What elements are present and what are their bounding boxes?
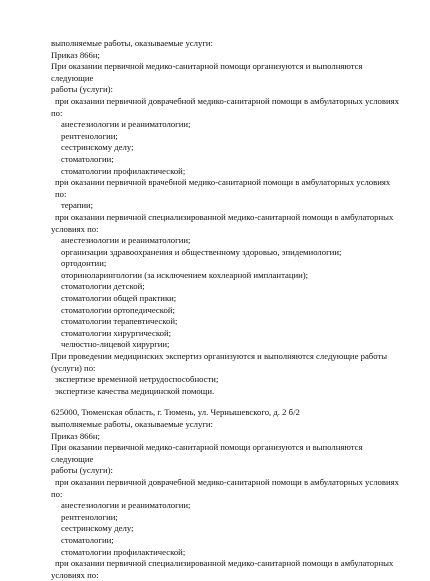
text-line: при оказании первичной доврачебной медико-санитарной помощи в амбулаторных условиях bbox=[55, 95, 399, 106]
text-line: стоматологии профилактической; bbox=[61, 546, 186, 557]
text-line: терапии; bbox=[61, 200, 94, 211]
document-block-1 bbox=[51, 38, 400, 397]
text-line: условиях по: bbox=[51, 223, 99, 234]
text-line: стоматологии; bbox=[61, 534, 114, 545]
text-line: стоматологии; bbox=[61, 153, 114, 164]
text-line: при оказании первичной специализированной медико-санитарной помощи в амбулаторных bbox=[55, 558, 394, 569]
text-line: При проведении медицинских экспертиз организуются и выполняются следующие работы bbox=[51, 351, 388, 362]
text-line: условиях по: bbox=[51, 569, 99, 580]
text-line: Приказ 866н; bbox=[51, 430, 100, 441]
text-line: экспертизе качества медицинской помощи. bbox=[55, 385, 215, 396]
text-line: анестезиологии и реаниматологии; bbox=[61, 119, 191, 130]
text-line: при оказании первичной доврачебной медико-санитарной помощи в амбулаторных условиях bbox=[55, 476, 399, 487]
text-line: рентгенологии; bbox=[61, 130, 118, 141]
text-line: при оказании первичной врачебной медико-санитарной помощи в амбулаторных условиях по: bbox=[55, 177, 393, 199]
text-line: при оказании первичной специализированной медико-санитарной помощи в амбулаторных bbox=[55, 211, 394, 222]
text-line: стоматологии хирургической; bbox=[61, 327, 172, 338]
text-line: по: bbox=[51, 107, 63, 118]
text-line: выполняемые работы, оказываемые услуги: bbox=[51, 419, 213, 429]
text-line: сестринскому делу; bbox=[61, 142, 134, 153]
text-line: стоматологии терапевтической; bbox=[61, 316, 178, 327]
text-line: работы (услуги): bbox=[51, 465, 113, 476]
text-line: сестринскому делу; bbox=[61, 523, 134, 534]
address-line: 625000, Тюменская область, г. Тюмень, ул. Чернышевского, д. 2 б/2 bbox=[51, 407, 300, 418]
text-line: стоматологии профилактической; bbox=[61, 165, 186, 176]
text-line: Приказ 866н; bbox=[51, 49, 100, 60]
text-line: При оказании первичной медико-санитарной помощи организуются и выполняются следующие bbox=[51, 61, 365, 83]
text-line: стоматологии общей практики; bbox=[61, 293, 177, 304]
text-line: При оказании первичной медико-санитарной помощи организуются и выполняются следующие bbox=[51, 442, 365, 464]
text-line: ортодонтии; bbox=[61, 258, 107, 269]
text-line: оториноларингологии (за исключением кохлеарной имплантации); bbox=[61, 269, 309, 280]
document-block-2 bbox=[51, 407, 400, 581]
text-line: стоматологии детской; bbox=[61, 281, 145, 292]
text-line: анестезиологии и реаниматологии; bbox=[61, 500, 191, 511]
text-line: челюстно-лицевой хирургии; bbox=[61, 339, 170, 350]
text-line: работы (услуги): bbox=[51, 84, 113, 95]
text-line: анестезиологии и реаниматологии; bbox=[61, 235, 191, 246]
text-line: экспертизе временной нетрудоспособности; bbox=[55, 374, 219, 385]
text-line: выполняемые работы, оказываемые услуги: bbox=[51, 38, 213, 48]
paragraph-spacer bbox=[51, 397, 400, 407]
text-line: по: bbox=[51, 488, 63, 499]
text-line: рентгенологии; bbox=[61, 511, 118, 522]
text-line: стоматологии ортопедической; bbox=[61, 304, 175, 315]
text-line: организации здравоохранения и общественному здоровью, эпидемиологии; bbox=[61, 246, 342, 257]
text-line: (услуги) по: bbox=[51, 362, 96, 373]
